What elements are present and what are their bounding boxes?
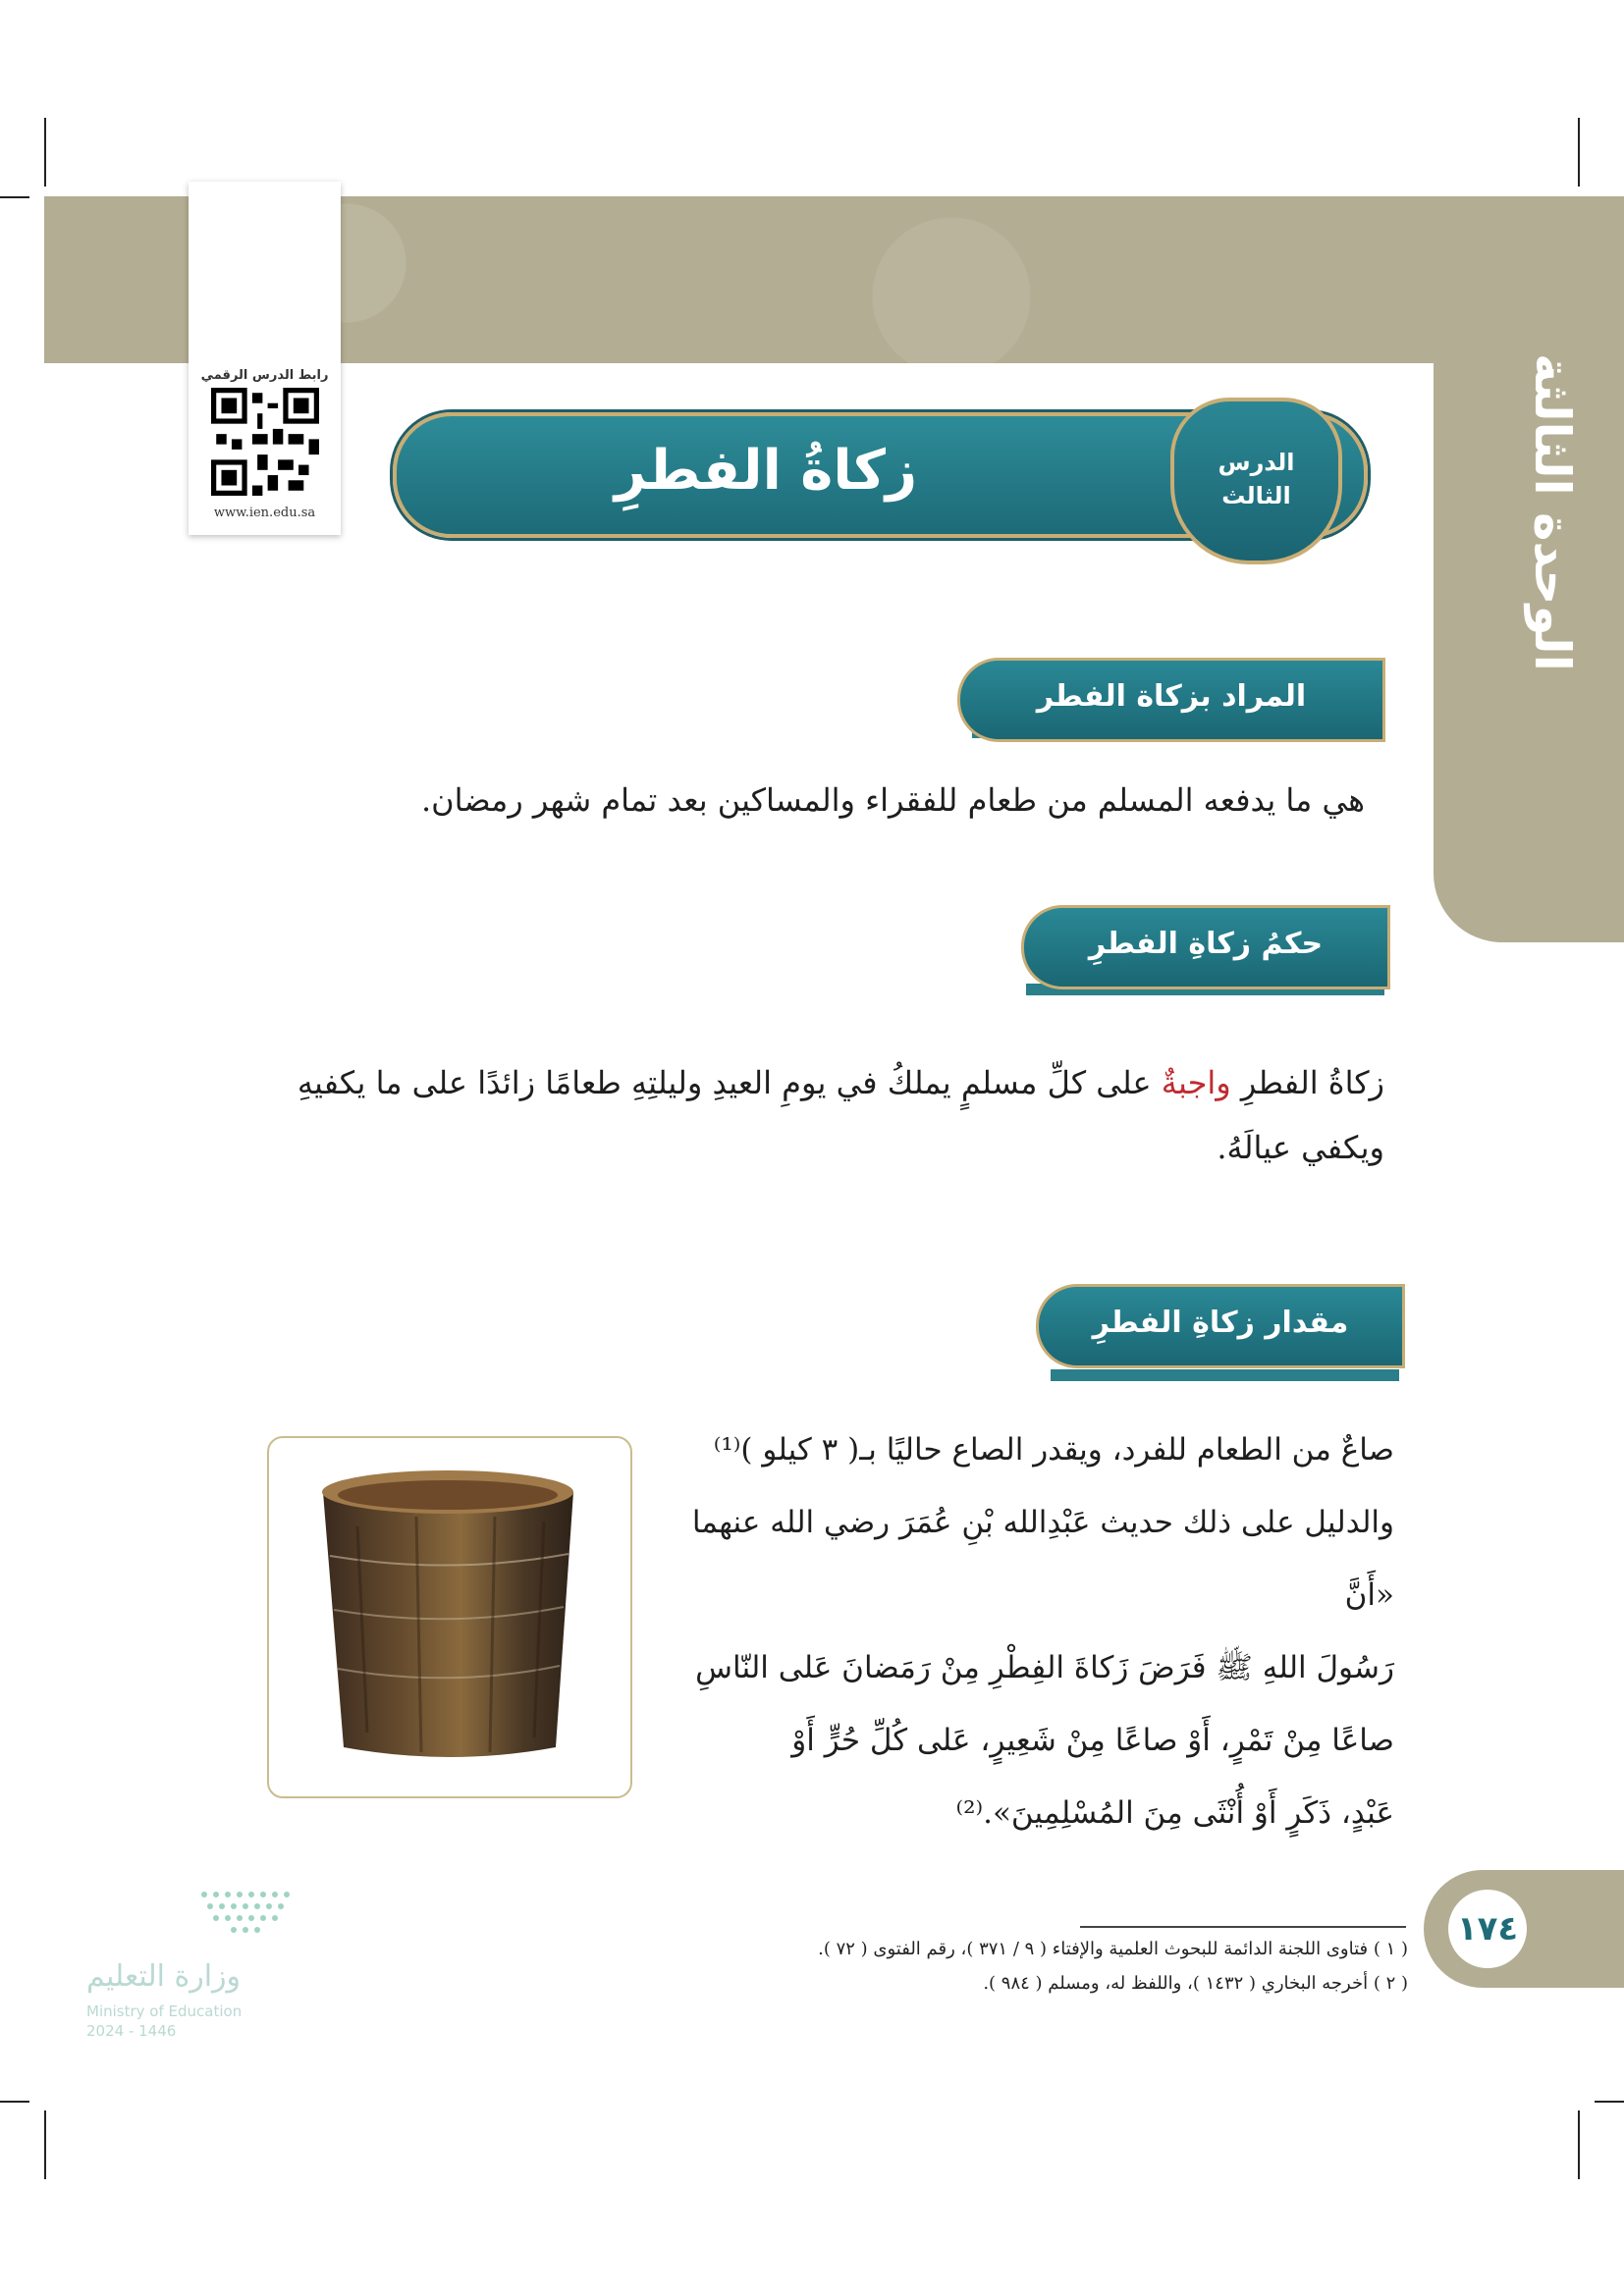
ruling-highlight-word: واجبةٌ: [1161, 1064, 1231, 1101]
ministry-dots-icon: [86, 1885, 312, 1944]
footnote-2: ( ٢ ) أخرجه البخاري ( ١٤٣٢ )، واللفظ له، ومسلم ( ٩٨٤ ).: [983, 1973, 1408, 1994]
ministry-name-ar: وزارة التعليم: [86, 1959, 242, 1994]
section-heading-meaning: المراد بزكاة الفطر: [957, 658, 1385, 742]
crop-mark: [1578, 118, 1580, 187]
qr-label: رابط الدرس الرقمي: [200, 368, 329, 383]
crop-mark: [0, 196, 29, 198]
lesson-badge: [1170, 398, 1342, 564]
saa-vessel-image: [267, 1436, 632, 1798]
section-text-ruling: [255, 1050, 1384, 1180]
lesson-badge-line2: الثالث: [1221, 482, 1291, 509]
amount-line: والدليل على ذلك حديث عَبْدِالله بْنِ عُمَرَ رضي الله عنهما «أَنَّ: [691, 1505, 1394, 1613]
qr-url[interactable]: www.ien.edu.sa: [213, 506, 316, 520]
amount-line: رَسُولَ اللهِ ﷺ فَرَضَ زَكاةَ الفِطْرِ مِنْ رَمَضانَ عَلى النّاسِ: [695, 1650, 1394, 1685]
lesson-badge-line1: الدرس: [1218, 449, 1295, 476]
ministry-year: 2024 - 1446: [86, 2022, 177, 2040]
crop-mark: [1595, 2101, 1624, 2103]
ministry-logo: [86, 1885, 312, 2042]
unit-title: الوحدة الثالثة: [1524, 353, 1581, 671]
ministry-name-en: Ministry of Education: [86, 2002, 243, 2020]
footnote-1: ( ١ ) فتاوى اللجنة الدائمة للبحوث العلمية والإفتاء ( ٩ / ٣٧١ )، رقم الفتوى ( ٧٢ ).: [818, 1939, 1408, 1959]
section-text-meaning: هي ما يدفعه المسلم من طعام للفقراء والمساكين بعد تمام شهر رمضان.: [420, 781, 1365, 819]
amount-line: صاعٌ من الطعام للفرد، ويقدر الصاع حاليًا بـ( ٣ كيلو )⁽¹⁾: [713, 1432, 1394, 1468]
section-heading-ruling-text: حكمُ زكاةِ الفطرِ: [1088, 927, 1324, 961]
amount-line: عَبْدٍ، ذَكَرٍ أَوْ أُنْثَى مِنَ المُسْلِمِينَ».⁽²⁾: [955, 1795, 1394, 1831]
footnote-divider: [1080, 1926, 1406, 1928]
crop-mark: [1578, 2110, 1580, 2179]
wooden-vessel-icon: [269, 1438, 630, 1796]
crop-mark: [44, 2110, 46, 2179]
amount-line: صاعًا مِنْ تَمْرٍ، أَوْ صاعًا مِنْ شَعِيرٍ، عَلى كُلِّ حُرٍّ أَوْ: [791, 1723, 1394, 1758]
ruling-text-before: زكاةُ الفطرِ: [1230, 1064, 1384, 1101]
section-heading-ruling: [1021, 905, 1390, 989]
ruling-text-after: على كلِّ مسلمٍ يملكُ في يومِ العيدِ وليلتِهِ طعامًا زائدًا على ما يكفيهِ ويكفي عيالَهُ.: [297, 1064, 1384, 1166]
section-underline: [1051, 1369, 1399, 1381]
section-text-amount: [648, 1414, 1394, 1849]
section-heading-amount: مقدار زكاةِ الفطرِ: [1036, 1284, 1405, 1368]
page-number: ١٧٤: [1448, 1890, 1527, 1968]
crop-mark: [44, 118, 46, 187]
crop-mark: [0, 2101, 29, 2103]
lesson-title: زكاةُ الفطرِ: [614, 439, 918, 503]
qr-card[interactable]: [189, 182, 341, 535]
qr-code-icon[interactable]: [211, 388, 319, 496]
